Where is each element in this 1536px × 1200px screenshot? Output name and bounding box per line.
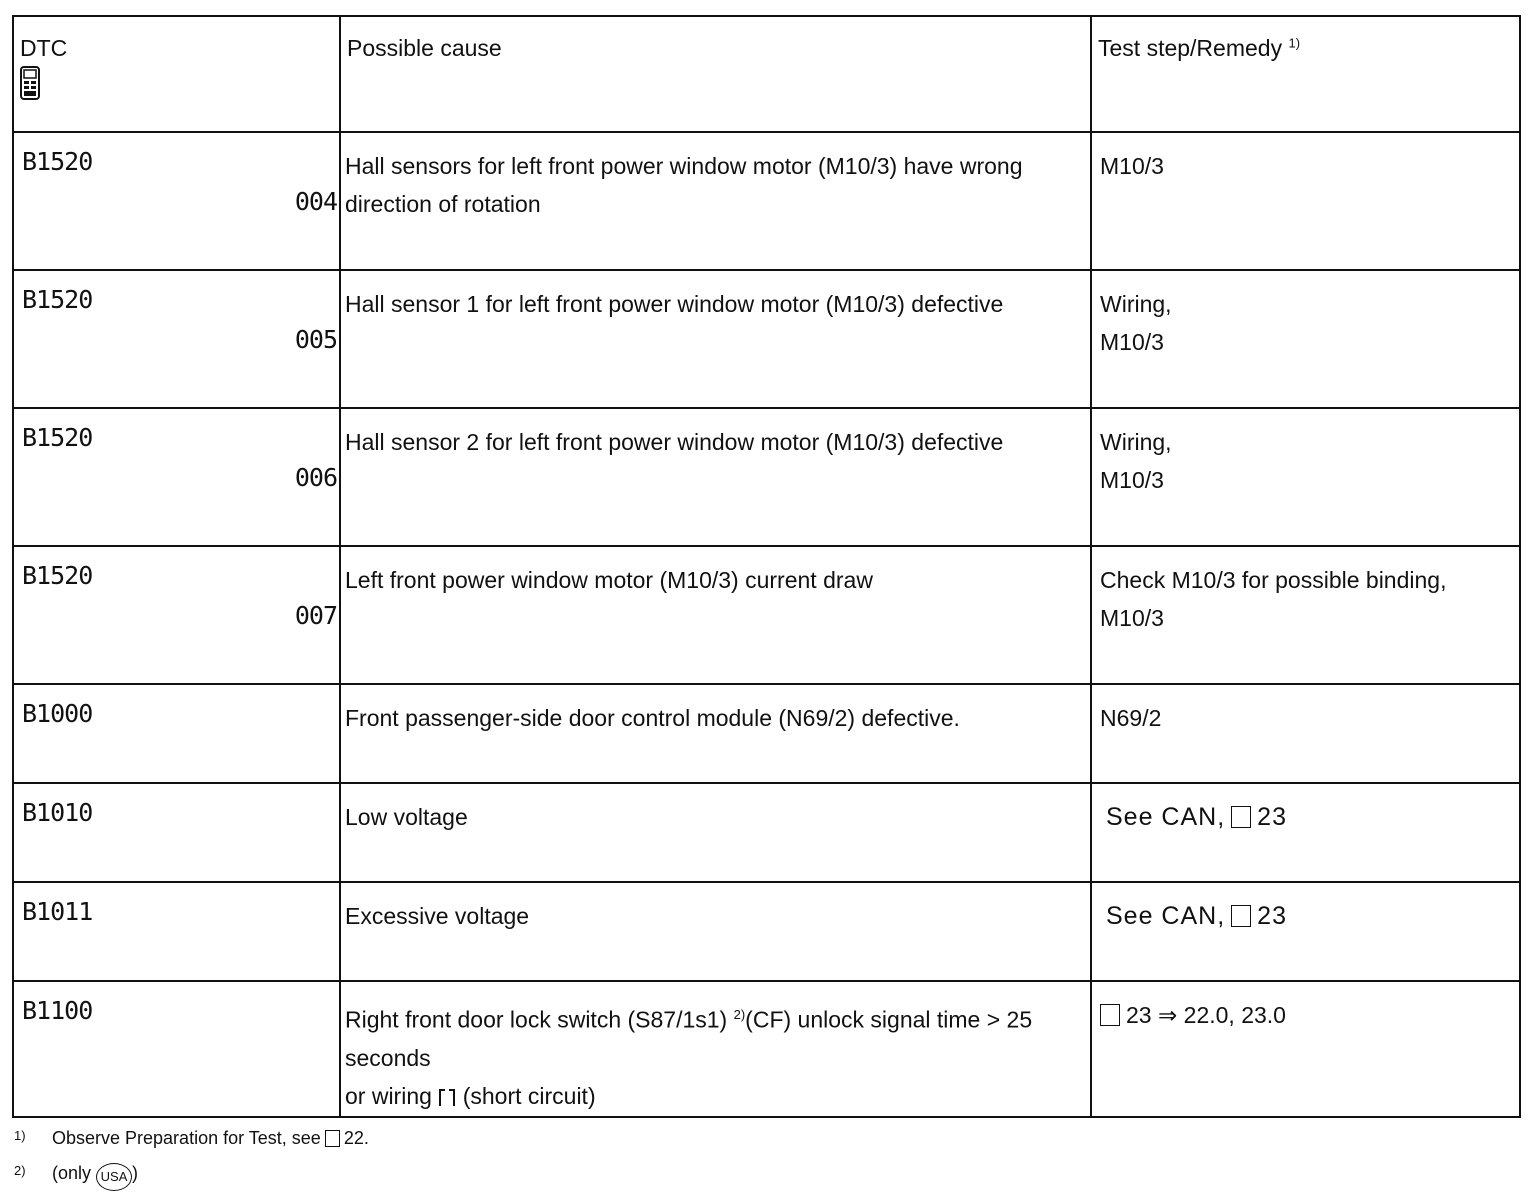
table-row [13, 132, 1520, 270]
dtc-cell [13, 546, 340, 684]
table-row [13, 882, 1520, 981]
manual-reference-box-icon [325, 1130, 340, 1147]
dtc-cell [13, 684, 340, 783]
cause-cell [340, 882, 1091, 981]
cause-cell [340, 132, 1091, 270]
remedy-prefix: See CAN, [1106, 803, 1226, 831]
dtc-cell [13, 783, 340, 882]
remedy-line: M10/3 [1100, 153, 1164, 179]
cause-cell [340, 783, 1091, 882]
remedy-line: N69/2 [1100, 705, 1162, 731]
cause-text: Excessive voltage [345, 903, 530, 929]
dtc-code: B1520 [22, 423, 93, 452]
dtc-cell [13, 882, 340, 981]
table-row [13, 684, 1520, 783]
remedy-line: Check M10/3 for possible binding, [1100, 567, 1447, 593]
remedy-cell [1091, 684, 1520, 783]
header-cause-label: Possible cause [347, 35, 502, 61]
remedy-line: Wiring, [1100, 429, 1172, 455]
cause-cell [340, 270, 1091, 408]
dtc-cell [13, 132, 340, 270]
remedy-cell [1091, 981, 1520, 1117]
cause-text: Hall sensor 2 for left front power window motor (M10/3) defective [345, 429, 1004, 455]
dtc-code: B1520 [22, 147, 93, 176]
dtc-code: B1520 [22, 561, 93, 590]
footnote-text: (only [52, 1163, 92, 1183]
table-row [13, 546, 1520, 684]
remedy-line: M10/3 [1100, 467, 1164, 493]
dtc-code: B1100 [22, 996, 93, 1025]
remedy-prefix: See CAN, [1106, 902, 1226, 930]
dtc-cell [13, 270, 340, 408]
header-cause [340, 16, 1091, 132]
remedy-cell [1091, 132, 1520, 270]
footnote-tail: ) [132, 1163, 139, 1183]
dtc-code: B1000 [22, 699, 93, 728]
manual-reference-box-icon [1231, 806, 1251, 828]
table-row [13, 270, 1520, 408]
dtc-table [12, 15, 1521, 1118]
header-remedy-footnote: 1) [1288, 35, 1301, 51]
cause-text: Hall sensor 1 for left front power window motor (M10/3) defective [345, 291, 1004, 317]
cause-text: Front passenger-side door control module (N69/2) defective. [345, 705, 960, 731]
diagnostic-scanner-icon [20, 66, 40, 106]
cause-text: Left front power window motor (M10/3) current draw [345, 567, 873, 593]
table-row [13, 408, 1520, 546]
remedy-line: M10/3 [1100, 329, 1164, 355]
footnote-1 [14, 1128, 369, 1149]
footnote-text: Observe Preparation for Test, see [52, 1128, 321, 1148]
footnote-2 [14, 1163, 138, 1191]
cause-cell [340, 408, 1091, 546]
remedy-line: Wiring, [1100, 291, 1172, 317]
cause-text [341, 982, 1090, 1115]
remedy-cell [1091, 882, 1520, 981]
header-row [13, 16, 1520, 132]
remedy-ref: 23 [1257, 803, 1287, 831]
dtc-code: B1010 [22, 798, 93, 827]
dtc-cell [13, 408, 340, 546]
remedy-cell [1091, 783, 1520, 882]
usa-badge-icon: USA [96, 1163, 132, 1191]
manual-reference-box-icon [1100, 1004, 1120, 1026]
remedy-suffix: ⇒ 22.0, 23.0 [1157, 1002, 1286, 1028]
footnote-number: 1) [14, 1128, 26, 1143]
remedy-line: M10/3 [1100, 605, 1164, 631]
header-dtc-label: DTC [20, 35, 68, 61]
cause-footnote: 2) [733, 1007, 746, 1022]
dtc-code: B1011 [22, 897, 93, 926]
cause-part: Right front door lock switch (S87/1s1) [345, 1006, 728, 1033]
cause-part: or wiring [345, 1082, 432, 1109]
remedy-cell [1091, 546, 1520, 684]
footnote-number: 2) [14, 1163, 26, 1178]
cause-text: Hall sensors for left front power window motor (M10/3) have wrong direction of rotation [345, 153, 1023, 217]
circuit-symbol-icon [438, 1083, 456, 1109]
dtc-subcode: 007 [294, 601, 337, 630]
header-remedy-label: Test step/Remedy [1098, 35, 1283, 61]
cause-cell [340, 546, 1091, 684]
dtc-subcode: 006 [294, 463, 337, 492]
manual-reference-box-icon [1231, 905, 1251, 927]
remedy-cell [1091, 270, 1520, 408]
footnote-ref: 22. [343, 1128, 369, 1148]
dtc-subcode: 004 [294, 187, 337, 216]
header-dtc [13, 16, 340, 132]
cause-cell [340, 981, 1091, 1117]
cause-part: (CF) unlock signal time > 25 seconds [345, 1006, 1033, 1071]
cause-cell [340, 684, 1091, 783]
table-row [13, 981, 1520, 1117]
remedy-ref: 23 [1126, 1002, 1152, 1028]
dtc-code: B1520 [22, 285, 93, 314]
dtc-subcode: 005 [294, 325, 337, 354]
remedy-ref: 23 [1257, 902, 1287, 930]
table-row [13, 783, 1520, 882]
header-remedy [1091, 16, 1520, 132]
dtc-cell [13, 981, 340, 1117]
cause-part: (short circuit) [462, 1082, 596, 1109]
remedy-cell [1091, 408, 1520, 546]
cause-text: Low voltage [345, 804, 468, 830]
